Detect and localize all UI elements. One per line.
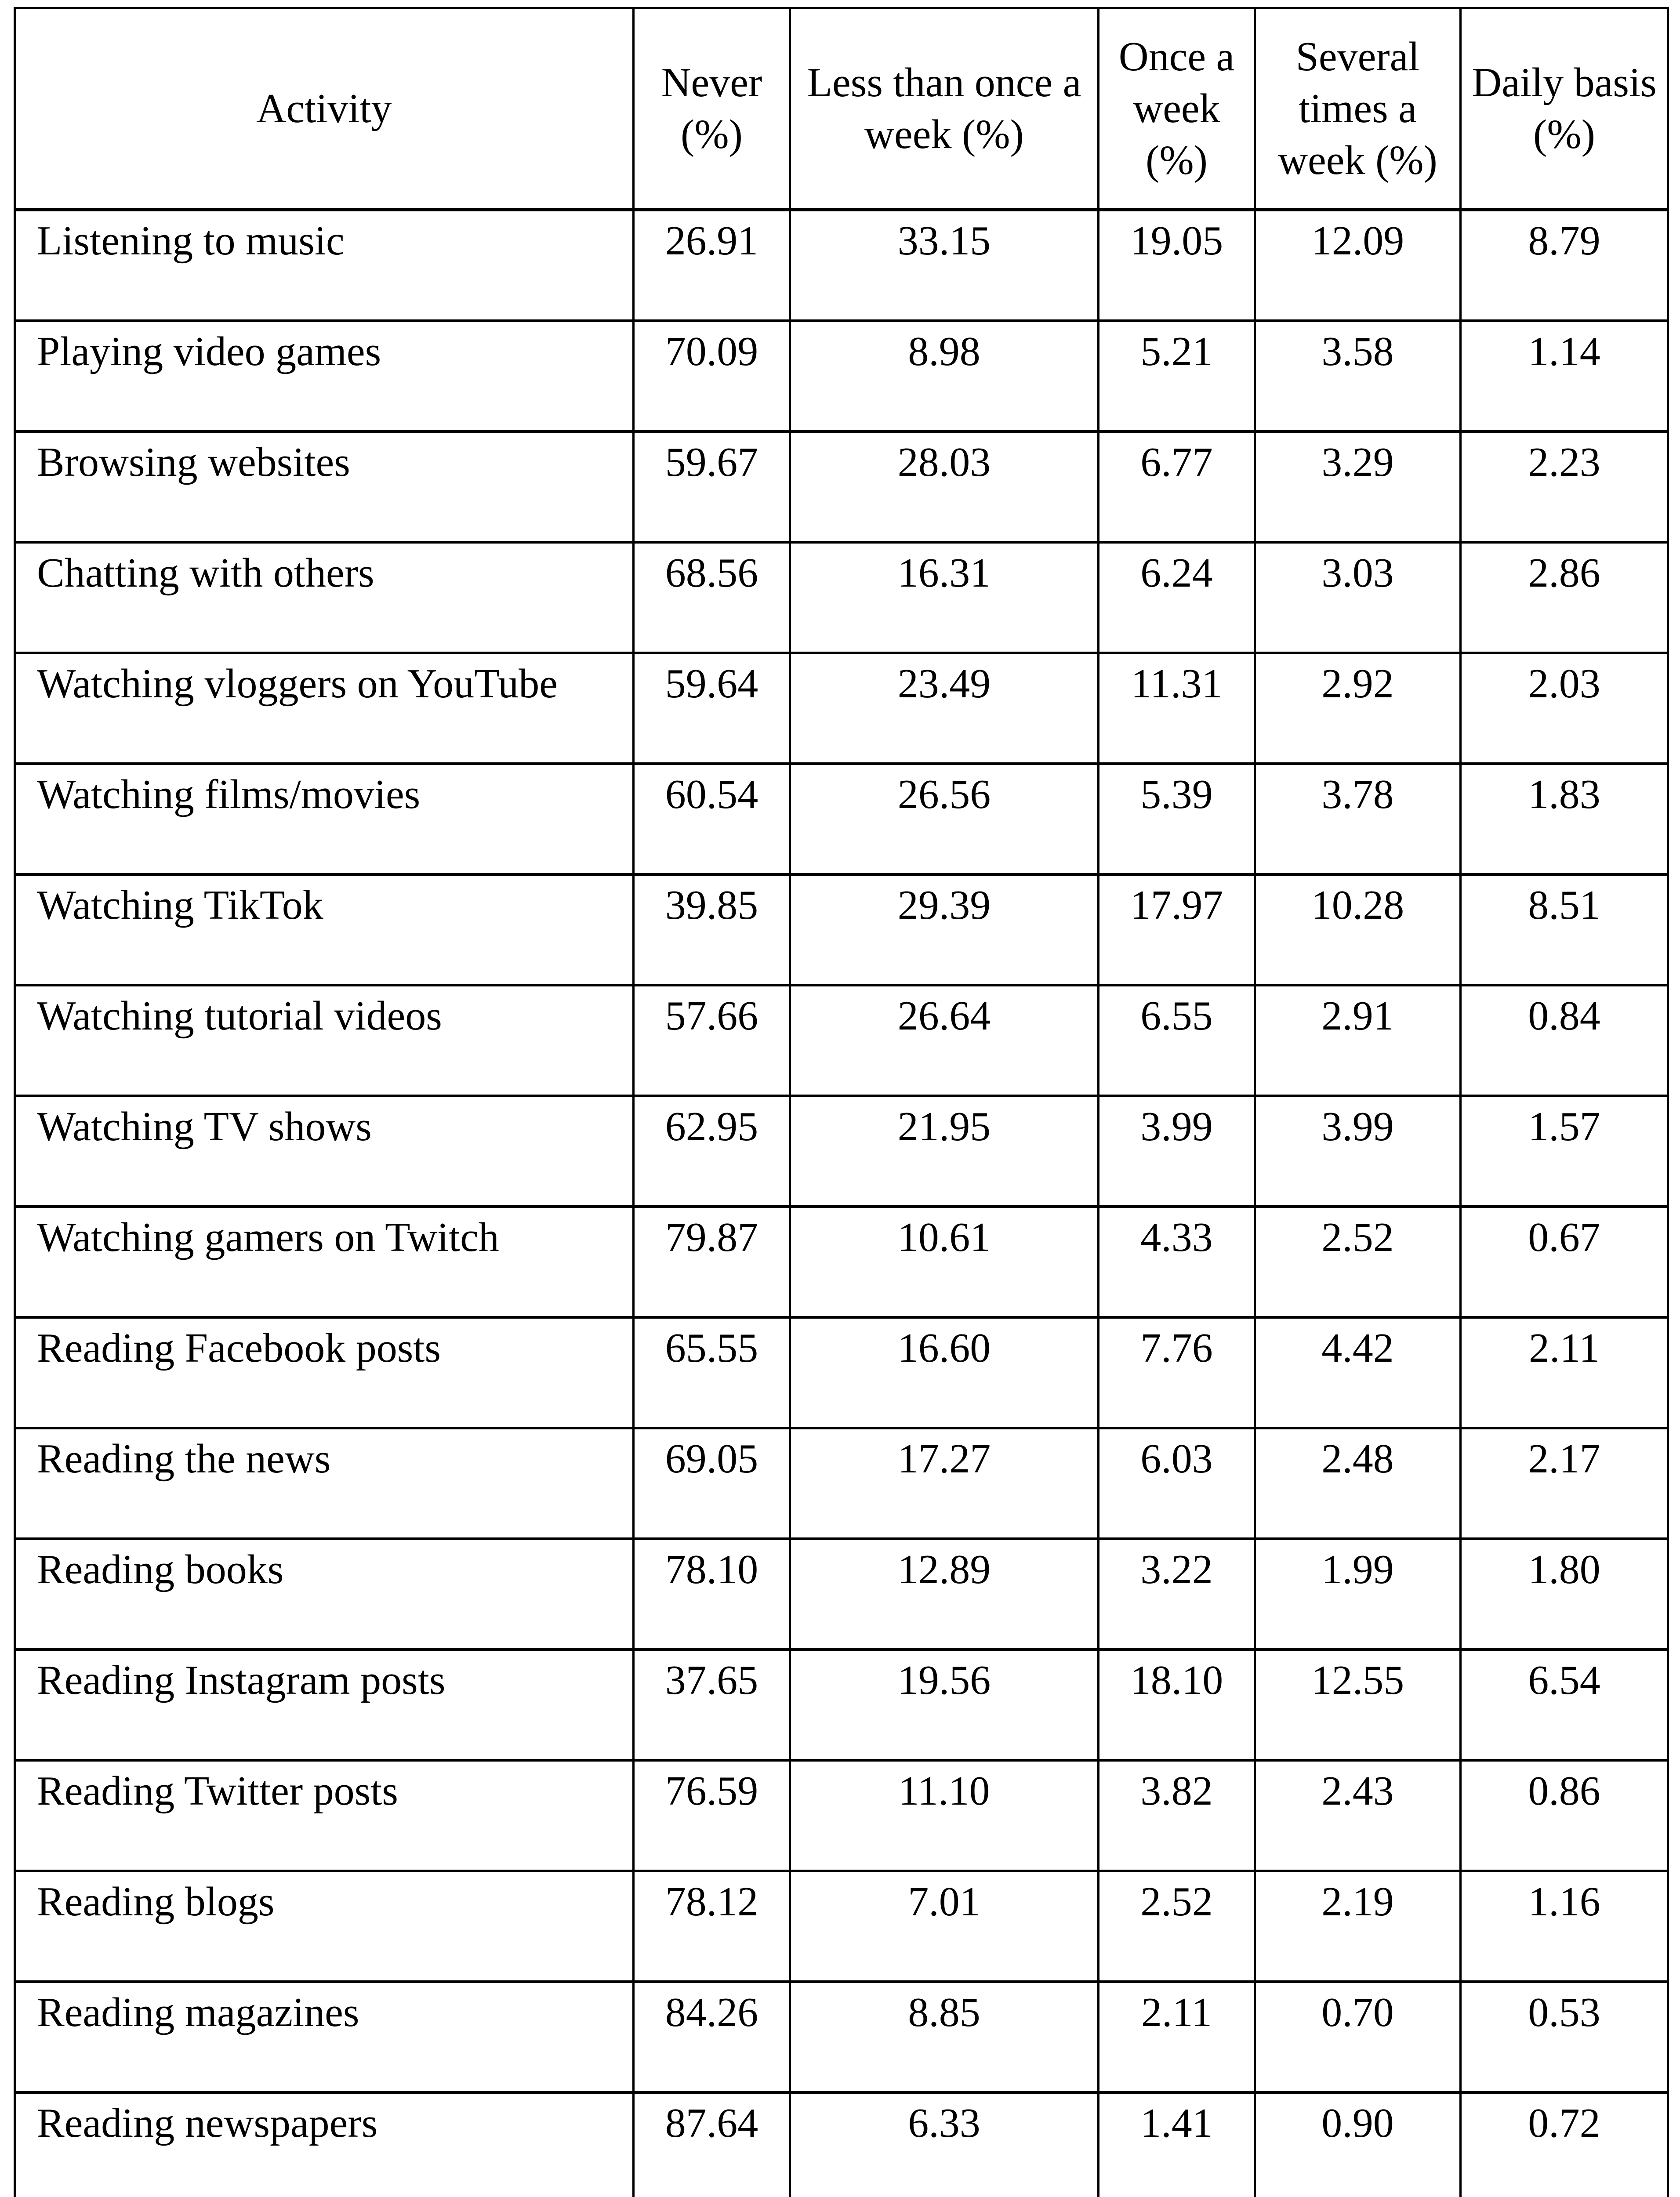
table-row <box>15 764 1668 874</box>
table-row <box>15 1428 1668 1539</box>
value-cell-never: 76.59 <box>634 1760 790 1871</box>
activity-cell: Watching TV shows <box>15 1096 634 1207</box>
value-cell-less-than-once-a-week: 23.49 <box>790 653 1099 764</box>
value-cell-daily-basis: 0.86 <box>1461 1760 1668 1871</box>
activity-cell: Watching gamers on Twitch <box>15 1207 634 1317</box>
header-never: Never (%) <box>634 8 790 210</box>
header-several-times-a-week: Several times a week (%) <box>1255 8 1461 210</box>
value-cell-less-than-once-a-week: 16.60 <box>790 1317 1099 1428</box>
value-cell-once-a-week: 18.10 <box>1099 1650 1255 1760</box>
activity-cell: Reading blogs <box>15 1871 634 1982</box>
value-cell-once-a-week: 7.76 <box>1099 1317 1255 1428</box>
value-cell-never: 57.66 <box>634 985 790 1096</box>
table-row <box>15 542 1668 653</box>
value-cell-daily-basis: 2.23 <box>1461 431 1668 542</box>
value-cell-once-a-week: 5.39 <box>1099 764 1255 874</box>
value-cell-several-times-a-week: 3.29 <box>1255 431 1461 542</box>
value-cell-several-times-a-week: 3.03 <box>1255 542 1461 653</box>
activity-frequency-table <box>14 7 1669 2197</box>
value-cell-less-than-once-a-week: 33.15 <box>790 210 1099 321</box>
value-cell-daily-basis: 1.14 <box>1461 321 1668 431</box>
table-row <box>15 1650 1668 1760</box>
table-row <box>15 653 1668 764</box>
value-cell-once-a-week: 2.52 <box>1099 1871 1255 1982</box>
value-cell-never: 84.26 <box>634 1982 790 2092</box>
value-cell-less-than-once-a-week: 8.85 <box>790 1982 1099 2092</box>
value-cell-never: 37.65 <box>634 1650 790 1760</box>
value-cell-once-a-week: 6.77 <box>1099 431 1255 542</box>
value-cell-once-a-week: 6.03 <box>1099 1428 1255 1539</box>
table-row <box>15 1982 1668 2092</box>
activity-cell: Reading Facebook posts <box>15 1317 634 1428</box>
value-cell-daily-basis: 0.53 <box>1461 1982 1668 2092</box>
value-cell-several-times-a-week: 2.19 <box>1255 1871 1461 1982</box>
activity-cell: Reading the news <box>15 1428 634 1539</box>
table-row <box>15 431 1668 542</box>
table-row <box>15 1317 1668 1428</box>
header-activity: Activity <box>15 8 634 210</box>
value-cell-daily-basis: 1.57 <box>1461 1096 1668 1207</box>
value-cell-several-times-a-week: 3.99 <box>1255 1096 1461 1207</box>
value-cell-never: 62.95 <box>634 1096 790 1207</box>
value-cell-several-times-a-week: 2.52 <box>1255 1207 1461 1317</box>
value-cell-less-than-once-a-week: 10.61 <box>790 1207 1099 1317</box>
value-cell-daily-basis: 1.16 <box>1461 1871 1668 1982</box>
header-daily-basis: Daily basis (%) <box>1461 8 1668 210</box>
value-cell-never: 59.64 <box>634 653 790 764</box>
value-cell-never: 59.67 <box>634 431 790 542</box>
value-cell-less-than-once-a-week: 7.01 <box>790 1871 1099 1982</box>
value-cell-daily-basis: 2.86 <box>1461 542 1668 653</box>
value-cell-daily-basis: 1.80 <box>1461 1539 1668 1650</box>
activity-cell: Reading Twitter posts <box>15 1760 634 1871</box>
table-row <box>15 874 1668 985</box>
value-cell-several-times-a-week: 3.78 <box>1255 764 1461 874</box>
table-row <box>15 210 1668 321</box>
header-row <box>15 8 1668 210</box>
activity-cell: Chatting with others <box>15 542 634 653</box>
value-cell-once-a-week: 3.22 <box>1099 1539 1255 1650</box>
value-cell-less-than-once-a-week: 21.95 <box>790 1096 1099 1207</box>
value-cell-several-times-a-week: 0.70 <box>1255 1982 1461 2092</box>
value-cell-several-times-a-week: 3.58 <box>1255 321 1461 431</box>
value-cell-never: 69.05 <box>634 1428 790 1539</box>
table-row <box>15 1539 1668 1650</box>
value-cell-less-than-once-a-week: 19.56 <box>790 1650 1099 1760</box>
value-cell-less-than-once-a-week: 26.64 <box>790 985 1099 1096</box>
table-row <box>15 1760 1668 1871</box>
activity-cell: Listening to music <box>15 210 634 321</box>
value-cell-never: 78.12 <box>634 1871 790 1982</box>
value-cell-several-times-a-week: 2.91 <box>1255 985 1461 1096</box>
value-cell-once-a-week: 6.55 <box>1099 985 1255 1096</box>
value-cell-once-a-week: 4.33 <box>1099 1207 1255 1317</box>
table-row <box>15 2092 1668 2197</box>
value-cell-daily-basis: 0.84 <box>1461 985 1668 1096</box>
activity-frequency-table-container <box>14 7 1669 2197</box>
value-cell-daily-basis: 8.79 <box>1461 210 1668 321</box>
value-cell-once-a-week: 6.24 <box>1099 542 1255 653</box>
table-row <box>15 321 1668 431</box>
value-cell-less-than-once-a-week: 8.98 <box>790 321 1099 431</box>
value-cell-once-a-week: 3.99 <box>1099 1096 1255 1207</box>
value-cell-never: 65.55 <box>634 1317 790 1428</box>
value-cell-daily-basis: 2.17 <box>1461 1428 1668 1539</box>
value-cell-daily-basis: 6.54 <box>1461 1650 1668 1760</box>
value-cell-once-a-week: 1.41 <box>1099 2092 1255 2197</box>
value-cell-once-a-week: 17.97 <box>1099 874 1255 985</box>
activity-cell: Watching films/movies <box>15 764 634 874</box>
value-cell-once-a-week: 5.21 <box>1099 321 1255 431</box>
value-cell-once-a-week: 19.05 <box>1099 210 1255 321</box>
value-cell-several-times-a-week: 10.28 <box>1255 874 1461 985</box>
activity-cell: Reading newspapers <box>15 2092 634 2197</box>
activity-cell: Reading Instagram posts <box>15 1650 634 1760</box>
value-cell-never: 68.56 <box>634 542 790 653</box>
table-header <box>15 8 1668 210</box>
value-cell-never: 87.64 <box>634 2092 790 2197</box>
header-less-than-once-a-week: Less than once a week (%) <box>790 8 1099 210</box>
table-body <box>15 210 1668 2197</box>
value-cell-never: 26.91 <box>634 210 790 321</box>
value-cell-daily-basis: 2.11 <box>1461 1317 1668 1428</box>
activity-cell: Browsing websites <box>15 431 634 542</box>
value-cell-several-times-a-week: 2.48 <box>1255 1428 1461 1539</box>
value-cell-several-times-a-week: 2.92 <box>1255 653 1461 764</box>
activity-cell: Watching vloggers on YouTube <box>15 653 634 764</box>
value-cell-less-than-once-a-week: 12.89 <box>790 1539 1099 1650</box>
table-row <box>15 1871 1668 1982</box>
value-cell-never: 70.09 <box>634 321 790 431</box>
value-cell-less-than-once-a-week: 26.56 <box>790 764 1099 874</box>
value-cell-once-a-week: 11.31 <box>1099 653 1255 764</box>
value-cell-daily-basis: 0.72 <box>1461 2092 1668 2197</box>
value-cell-once-a-week: 2.11 <box>1099 1982 1255 2092</box>
table-row <box>15 1207 1668 1317</box>
value-cell-never: 79.87 <box>634 1207 790 1317</box>
value-cell-several-times-a-week: 2.43 <box>1255 1760 1461 1871</box>
header-once-a-week: Once a week (%) <box>1099 8 1255 210</box>
value-cell-several-times-a-week: 0.90 <box>1255 2092 1461 2197</box>
table-row <box>15 985 1668 1096</box>
value-cell-several-times-a-week: 4.42 <box>1255 1317 1461 1428</box>
value-cell-less-than-once-a-week: 29.39 <box>790 874 1099 985</box>
activity-cell: Playing video games <box>15 321 634 431</box>
activity-cell: Reading books <box>15 1539 634 1650</box>
value-cell-several-times-a-week: 12.09 <box>1255 210 1461 321</box>
value-cell-several-times-a-week: 12.55 <box>1255 1650 1461 1760</box>
value-cell-never: 60.54 <box>634 764 790 874</box>
value-cell-less-than-once-a-week: 28.03 <box>790 431 1099 542</box>
value-cell-daily-basis: 0.67 <box>1461 1207 1668 1317</box>
value-cell-never: 39.85 <box>634 874 790 985</box>
table-row <box>15 1096 1668 1207</box>
value-cell-daily-basis: 2.03 <box>1461 653 1668 764</box>
activity-cell: Watching TikTok <box>15 874 634 985</box>
value-cell-daily-basis: 8.51 <box>1461 874 1668 985</box>
value-cell-never: 78.10 <box>634 1539 790 1650</box>
value-cell-daily-basis: 1.83 <box>1461 764 1668 874</box>
activity-cell: Reading magazines <box>15 1982 634 2092</box>
activity-cell: Watching tutorial videos <box>15 985 634 1096</box>
value-cell-less-than-once-a-week: 16.31 <box>790 542 1099 653</box>
value-cell-several-times-a-week: 1.99 <box>1255 1539 1461 1650</box>
value-cell-less-than-once-a-week: 6.33 <box>790 2092 1099 2197</box>
value-cell-once-a-week: 3.82 <box>1099 1760 1255 1871</box>
value-cell-less-than-once-a-week: 17.27 <box>790 1428 1099 1539</box>
value-cell-less-than-once-a-week: 11.10 <box>790 1760 1099 1871</box>
